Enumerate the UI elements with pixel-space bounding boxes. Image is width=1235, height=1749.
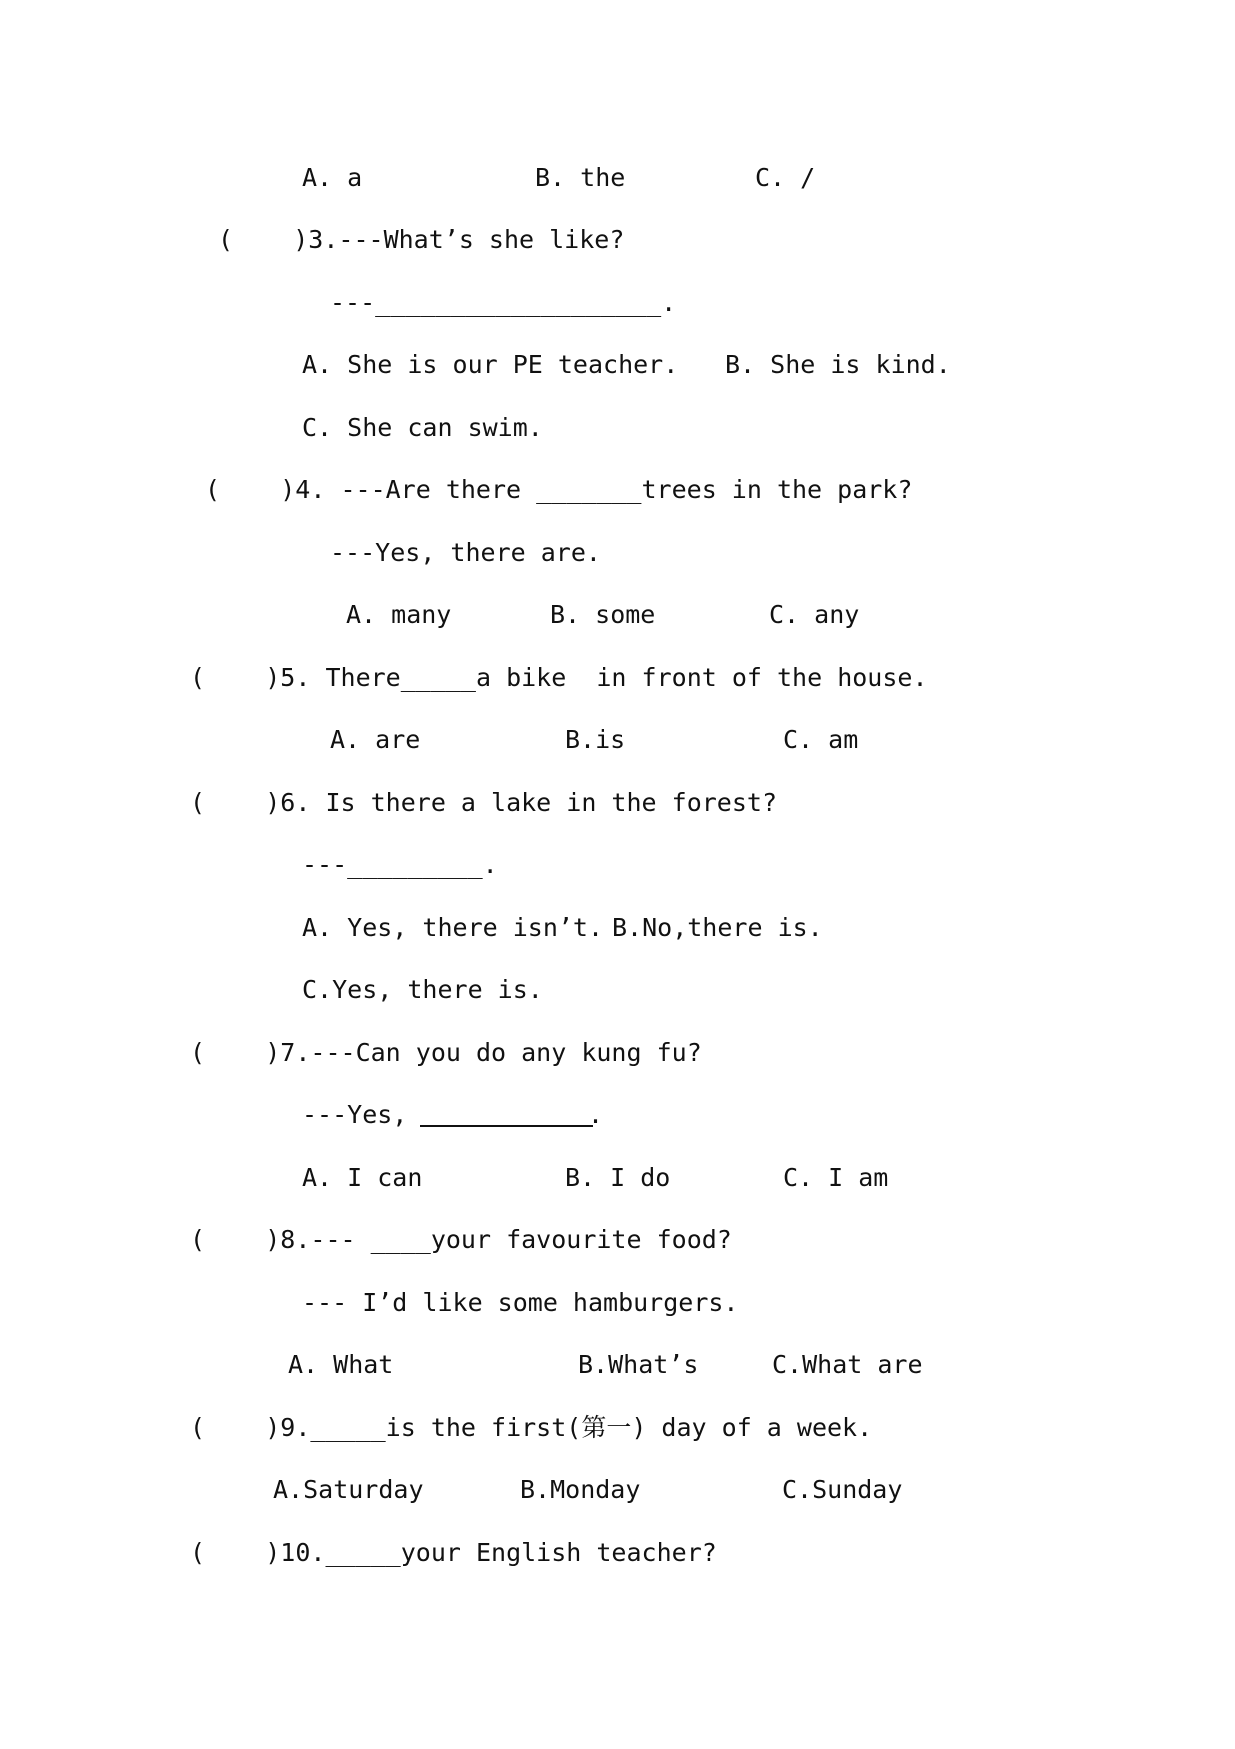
text-line: --- I’d like some hamburgers.: [302, 1288, 739, 1317]
text-line: ( )9._____is the first(第一) day of a week.: [190, 1413, 873, 1442]
text-line: ( )8.--- ____your favourite food?: [190, 1225, 732, 1254]
text-line: B.No,there is.: [612, 913, 823, 942]
text-line: ( )6. Is there a lake in the forest?: [190, 788, 777, 817]
text-line: B. I do: [565, 1163, 671, 1192]
text-line: ( )3.---What’s she like?: [218, 225, 625, 254]
text-line: A. a: [302, 163, 363, 192]
text-line: ( )5. There_____a bike in front of the house.: [190, 663, 928, 692]
text-line: ---_________.: [302, 850, 498, 879]
text-line: A. many: [346, 600, 452, 629]
text-line: C.Yes, there is.: [302, 975, 543, 1004]
text-line: ---Yes, .: [302, 1100, 604, 1129]
text-line: ---___________________.: [330, 288, 677, 317]
text-line: A. What: [288, 1350, 394, 1379]
text-line: B.What’s: [578, 1350, 699, 1379]
text-line: C. am: [783, 725, 859, 754]
text-line: A. She is our PE teacher.: [302, 350, 679, 379]
text-line: C. She can swim.: [302, 413, 543, 442]
text-line: ( )10._____your English teacher?: [190, 1538, 717, 1567]
text-line: A.Saturday: [273, 1475, 424, 1504]
text-line: ---Yes, there are.: [330, 538, 601, 567]
text-line: ( )4. ---Are there _______trees in the park?: [205, 475, 913, 504]
text-line: ( )7.---Can you do any kung fu?: [190, 1038, 702, 1067]
text-line: C. any: [769, 600, 860, 629]
text-line: C. I am: [783, 1163, 889, 1192]
text-line: C. /: [755, 163, 816, 192]
text-line: B. the: [535, 163, 626, 192]
text-line: B. some: [550, 600, 656, 629]
text-line: B.is: [565, 725, 626, 754]
answer-blank-underline: [420, 1125, 593, 1127]
text-line: C.Sunday: [782, 1475, 903, 1504]
text-line: A. I can: [302, 1163, 423, 1192]
text-line: B.Monday: [520, 1475, 641, 1504]
text-line: C.What are: [772, 1350, 923, 1379]
text-line: B. She is kind.: [725, 350, 951, 379]
text-line: A. Yes, there isn’t.: [302, 913, 604, 942]
text-line: A. are: [330, 725, 421, 754]
